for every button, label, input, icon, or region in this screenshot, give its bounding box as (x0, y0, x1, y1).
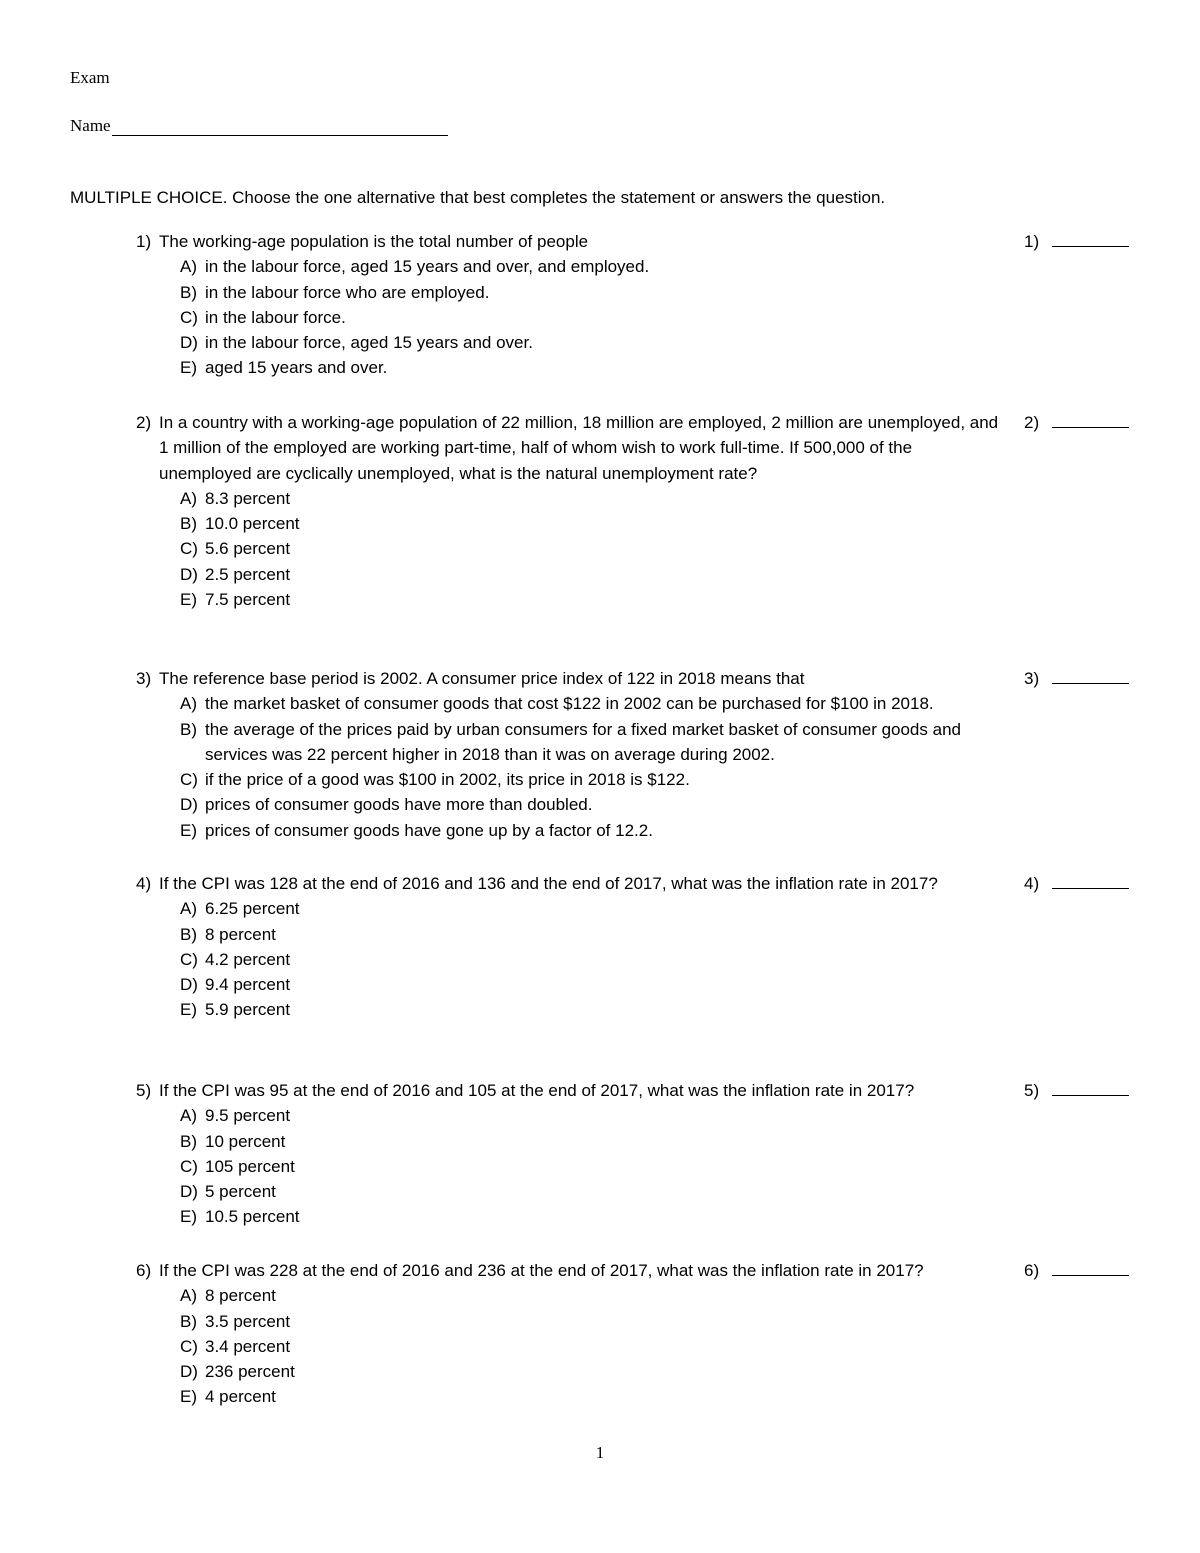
choice-list (180, 896, 1136, 1022)
name-label: Name (70, 116, 111, 135)
question-number: 3) (136, 669, 152, 688)
answer-blank[interactable] (1052, 427, 1129, 428)
answer-number: 3) (1024, 669, 1040, 688)
name-row (70, 116, 448, 136)
question-stem: If the CPI was 228 at the end of 2016 and 236 at the end of 2017, what was the inflation rate in 2017? (159, 1261, 924, 1280)
choice-a[interactable]: A) 9.5 percent (180, 1106, 291, 1126)
answer-blank[interactable] (1052, 246, 1129, 247)
choice-a[interactable]: A) 8 percent (180, 1286, 276, 1306)
choice-d[interactable]: D) 236 percent (180, 1362, 295, 1382)
choice-d[interactable]: D) prices of consumer goods have more than doubled. (180, 795, 593, 815)
choice-list (180, 691, 1136, 843)
answer-number: 2) (1024, 413, 1040, 432)
answer-number: 4) (1024, 874, 1040, 893)
question-stem: The reference base period is 2002. A consumer price index of 122 in 2018 means that (159, 669, 805, 688)
question-stem: In a country with a working-age population of 22 million, 18 million are employed, 2 million are unemployed, and 1 million of the employed are working part-time, half of whom wish to work full-time. If 500,000 of the unemployed are cyclically unemployed, what is the natural unemployment rate? (159, 413, 999, 483)
choice-c[interactable]: C) if the price of a good was $100 in 2002, its price in 2018 is $122. (180, 770, 690, 790)
question-3 (136, 666, 1136, 843)
question-4 (136, 871, 1136, 1023)
question-number: 6) (136, 1261, 152, 1280)
choice-list (180, 486, 1136, 612)
choice-list (180, 1103, 1136, 1229)
choice-b[interactable]: B) 3.5 percent (180, 1311, 291, 1331)
section-instructions: MULTIPLE CHOICE. Choose the one alternative that best completes the statement or answers the question. (70, 188, 886, 207)
choice-e[interactable]: E) 4 percent (180, 1387, 276, 1407)
choice-d[interactable]: D) in the labour force, aged 15 years and over. (180, 333, 533, 353)
choice-e[interactable]: E) 7.5 percent (180, 590, 291, 610)
answer-number: 5) (1024, 1081, 1040, 1100)
choice-c[interactable]: C) 5.6 percent (180, 539, 291, 559)
choice-c[interactable]: C) 3.4 percent (180, 1336, 291, 1356)
choice-a[interactable]: A) in the labour force, aged 15 years and over, and employed. (180, 257, 650, 277)
question-2 (136, 410, 1136, 612)
choice-b[interactable]: B) 8 percent (180, 924, 276, 944)
choice-b[interactable]: B) 10.0 percent (180, 514, 300, 534)
choice-e[interactable]: E) aged 15 years and over. (180, 358, 388, 378)
exam-title: Exam (70, 68, 110, 87)
choice-b[interactable]: B) 10 percent (180, 1131, 286, 1151)
choice-list (180, 254, 1136, 380)
choice-b[interactable]: B) in the labour force who are employed. (180, 282, 490, 302)
choice-a[interactable]: A) 6.25 percent (180, 899, 300, 919)
answer-blank[interactable] (1052, 1275, 1129, 1276)
page-number: 1 (595, 1443, 605, 1462)
question-number: 5) (136, 1081, 152, 1100)
choice-e[interactable]: E) prices of consumer goods have gone up by a factor of 12.2. (180, 820, 653, 840)
choice-c[interactable]: C) in the labour force. (180, 307, 346, 327)
answer-blank[interactable] (1052, 683, 1129, 684)
question-1 (136, 229, 1136, 381)
question-stem: If the CPI was 128 at the end of 2016 and 136 and the end of 2017, what was the inflation rate in 2017? (159, 874, 938, 893)
question-5 (136, 1078, 1136, 1230)
question-number: 1) (136, 232, 152, 251)
choice-d[interactable]: D) 5 percent (180, 1182, 276, 1202)
choice-list (180, 1283, 1136, 1409)
answer-blank[interactable] (1052, 1095, 1129, 1096)
name-field-line[interactable] (112, 119, 448, 136)
choice-e[interactable]: E) 5.9 percent (180, 1000, 291, 1020)
question-stem: The working-age population is the total number of people (159, 232, 589, 251)
choice-d[interactable]: D) 2.5 percent (180, 564, 291, 584)
answer-blank[interactable] (1052, 888, 1129, 889)
question-number: 2) (136, 413, 152, 432)
question-6 (136, 1258, 1136, 1410)
choice-c[interactable]: C) 4.2 percent (180, 949, 291, 969)
question-number: 4) (136, 874, 152, 893)
choice-a[interactable]: A) the market basket of consumer goods that cost $122 in 2002 can be purchased for $100 in 2018. (180, 694, 934, 714)
question-stem: If the CPI was 95 at the end of 2016 and 105 at the end of 2017, what was the inflation rate in 2017? (159, 1081, 915, 1100)
choice-a[interactable]: A) 8.3 percent (180, 488, 291, 508)
choice-c[interactable]: C) 105 percent (180, 1156, 295, 1176)
answer-number: 6) (1024, 1261, 1040, 1280)
choice-b[interactable]: B) the average of the prices paid by urban consumers for a fixed market basket of consumer goods and services was 22 percent higher in 2018 than it was on average during 2002. (180, 719, 961, 764)
choice-e[interactable]: E) 10.5 percent (180, 1207, 300, 1227)
answer-number: 1) (1024, 232, 1040, 251)
choice-d[interactable]: D) 9.4 percent (180, 975, 291, 995)
